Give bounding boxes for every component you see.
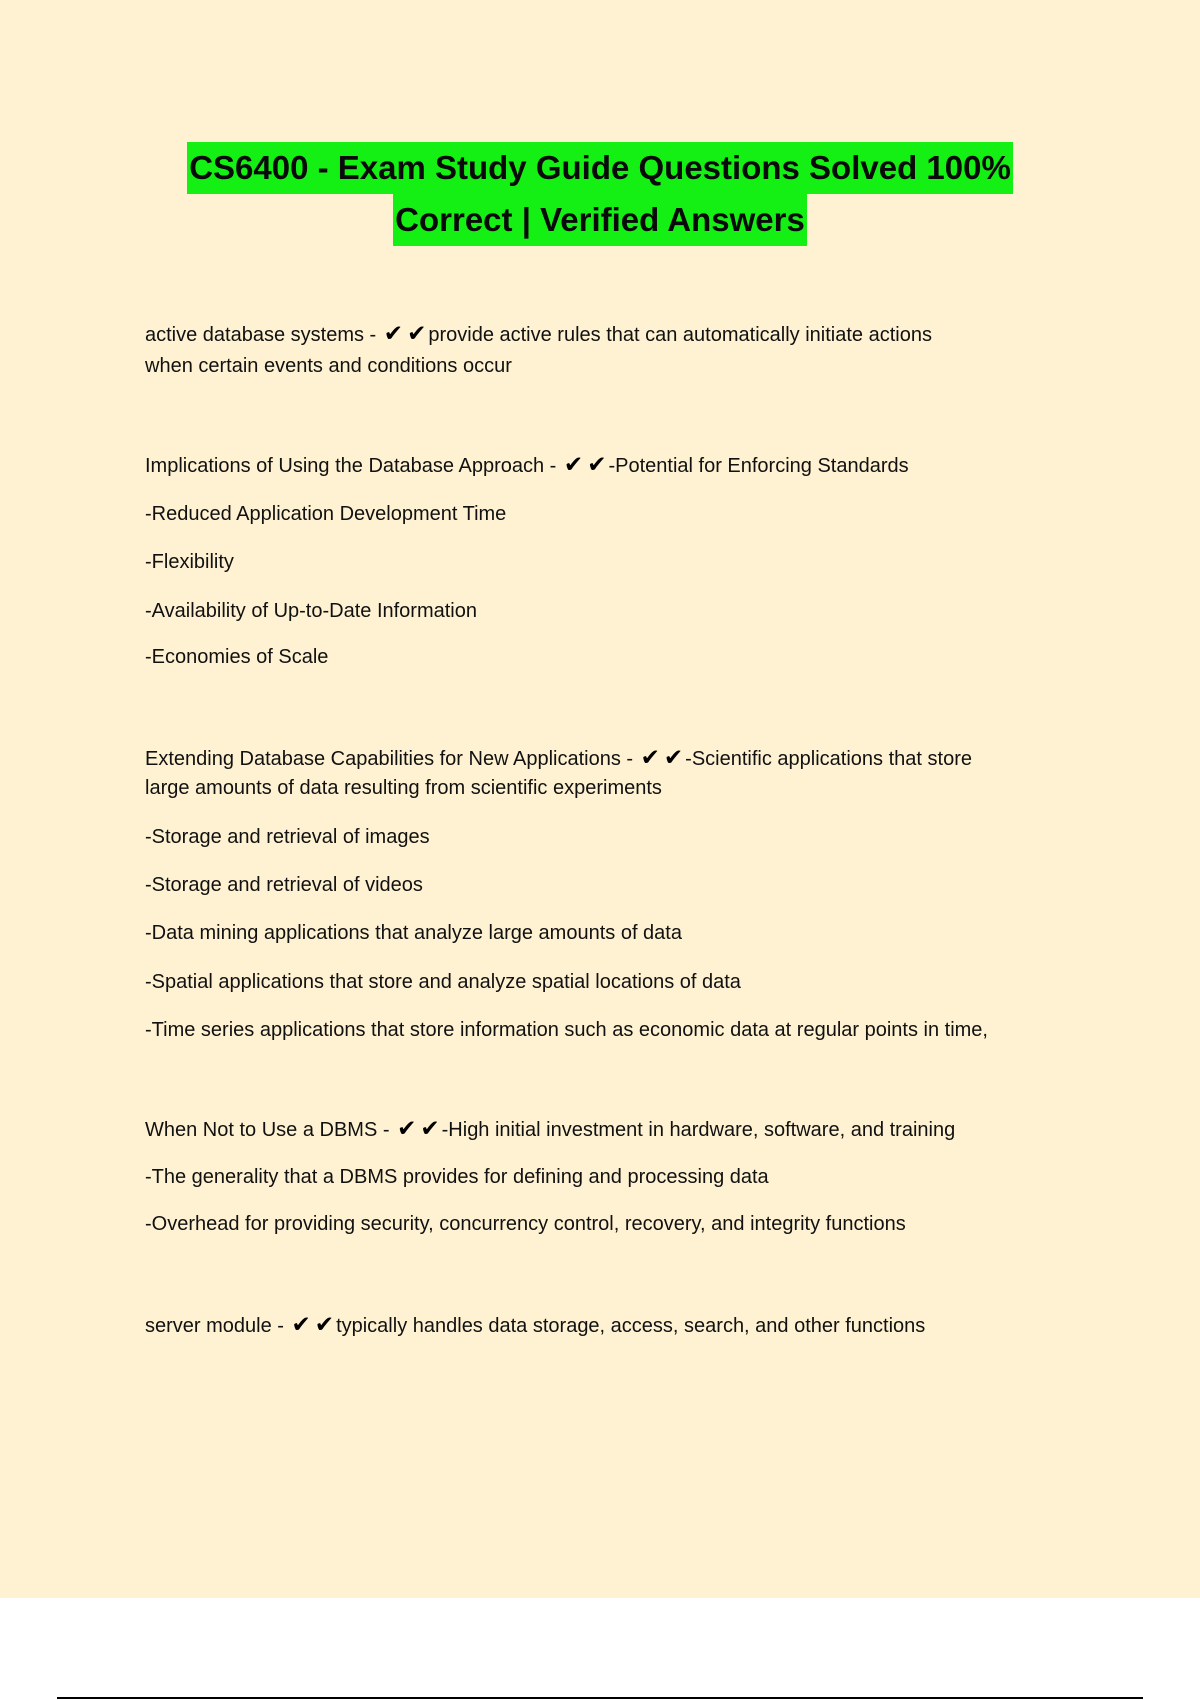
check-icon: ✔: [407, 321, 427, 347]
entry-2-line: -Reduced Application Development Time: [145, 503, 507, 525]
entry-term: server module -: [145, 1315, 290, 1337]
entry-2-line: -Flexibility: [145, 551, 234, 573]
entry-3-line: -Storage and retrieval of videos: [145, 874, 423, 896]
entry-answer: -Scientific applications that store: [685, 748, 972, 770]
entry-3-line: -Storage and retrieval of images: [145, 826, 430, 848]
check-icon: ✔: [563, 452, 584, 478]
entry-3-line: large amounts of data resulting from scientific experiments: [145, 777, 662, 799]
entry-2-heading: [145, 450, 909, 480]
entry-2-line: -Economies of Scale: [145, 646, 329, 668]
entry-answer: provide active rules that can automatically initiate actions: [428, 324, 932, 346]
check-icon: ✔: [663, 745, 684, 771]
entry-answer: -Potential for Enforcing Standards: [608, 455, 909, 477]
entry-term: active database systems -: [145, 324, 382, 346]
entry-4-line: -The generality that a DBMS provides for defining and processing data: [145, 1166, 769, 1188]
entry-answer: -High initial investment in hardware, software, and training: [441, 1119, 956, 1141]
check-icon: ✔: [291, 1312, 311, 1338]
check-icon: ✔: [640, 745, 660, 771]
title-line-2: Correct | Verified Answers: [393, 194, 807, 246]
check-icon: ✔: [587, 452, 607, 478]
entry-term: When Not to Use a DBMS -: [145, 1119, 396, 1141]
check-icon: ✔: [420, 1116, 440, 1142]
entry-4-line: -Overhead for providing security, concurrency control, recovery, and integrity functions: [145, 1213, 906, 1235]
entry-3-line: -Spatial applications that store and analyze spatial locations of data: [145, 971, 741, 993]
entry-3-line: -Time series applications that store information such as economic data at regular points in time,: [145, 1019, 988, 1041]
check-icon: ✔: [383, 321, 404, 347]
check-icon: ✔: [314, 1312, 335, 1338]
document-title: [0, 142, 1200, 246]
entry-1-heading: [145, 319, 932, 349]
entry-2-line: -Availability of Up-to-Date Information: [145, 600, 477, 622]
title-line-1: CS6400 - Exam Study Guide Questions Solved 100%: [187, 142, 1013, 194]
footer-divider: [57, 1697, 1143, 1699]
check-icon: ✔: [397, 1116, 417, 1142]
entry-term: Implications of Using the Database Approach -: [145, 455, 562, 477]
entry-5-heading: [145, 1310, 925, 1340]
entry-3-heading: [145, 743, 972, 773]
entry-answer: typically handles data storage, access, search, and other functions: [336, 1315, 926, 1337]
entry-1-line: when certain events and conditions occur: [145, 355, 512, 377]
entry-3-line: -Data mining applications that analyze large amounts of data: [145, 922, 682, 944]
entry-term: Extending Database Capabilities for New Applications -: [145, 748, 639, 770]
entry-4-heading: [145, 1114, 955, 1144]
